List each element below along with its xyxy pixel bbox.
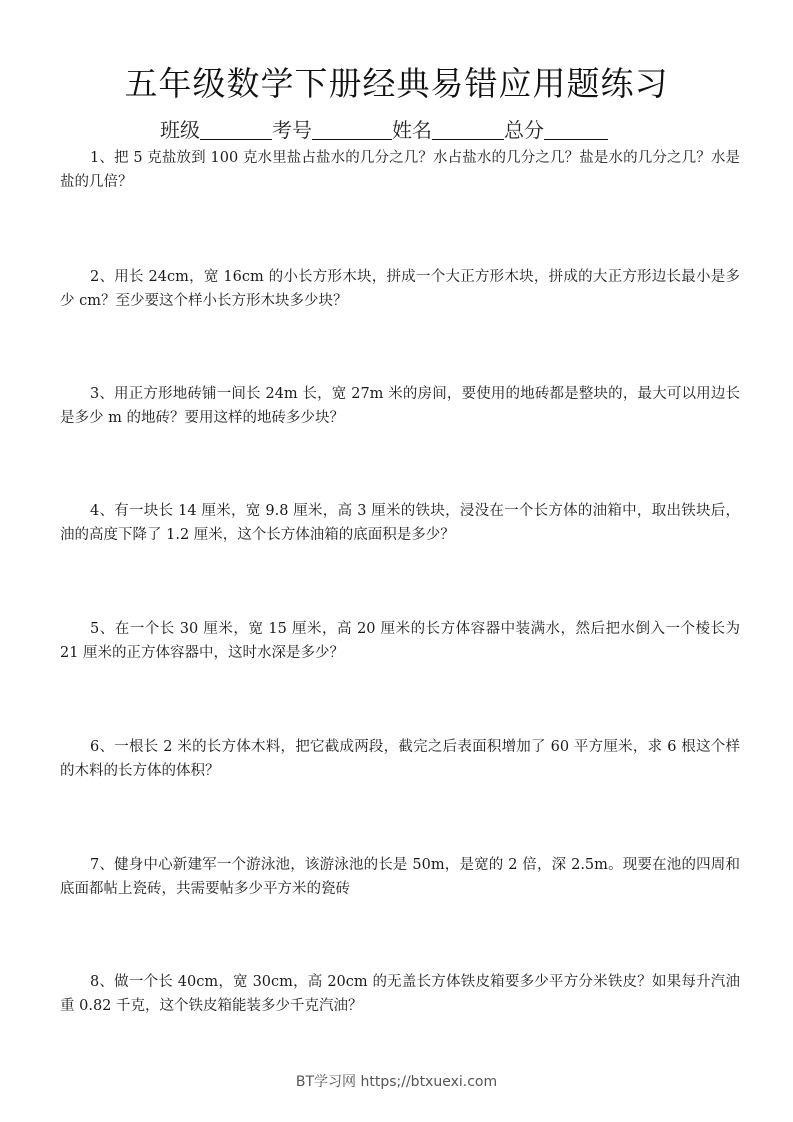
page-title: 五年级数学下册经典易错应用题练习 [124,64,669,103]
student-info-line [160,114,608,143]
class-label: 班级 [160,118,200,142]
exam-number-label: 考号 [272,118,312,142]
class-blank[interactable] [200,119,272,140]
question-3: 3、用正方形地砖铺一间长 24m 长，宽 27m 米的房间，要使用的地砖都是整块的，最大可以用边长是多少 m 的地砖？要用这样的地砖多少块？ [60,386,740,426]
question-7: 7、健身中心新建军一个游泳池，该游泳池的长是 50m，是宽的 2 倍，深 2.5m。现要在池的四周和底面都帖上瓷砖，共需要帖多少平方米的瓷砖 [60,857,740,897]
question-4: 4、有一块长 14 厘米，宽 9.8 厘米，高 3 厘米的铁块，浸没在一个长方体的油箱中，取出铁块后，油的高度下降了 1.2 厘米，这个长方体油箱的底面积是多少？ [60,503,740,543]
name-blank[interactable] [432,119,504,140]
question-2: 2、用长 24cm，宽 16cm 的小长方形木块，拼成一个大正方形木块，拼成的大正方形边长最小是多少 cm？至少要这个样小长方形木块多少块？ [60,269,740,309]
question-5: 5、在一个长 30 厘米，宽 15 厘米，高 20 厘米的长方体容器中装满水，然后把水倒入一个棱长为 21 厘米的正方体容器中，这时水深是多少？ [60,621,740,661]
question-8: 8、做一个长 40cm，宽 30cm，高 20cm 的无盖长方体铁皮箱要多少平方分米铁皮？如果每升汽油重 0.82 千克，这个铁皮箱能装多少千克汽油？ [60,974,740,1014]
name-label: 姓名 [392,118,432,142]
total-score-blank[interactable] [544,119,608,140]
question-1: 1、把 5 克盐放到 100 克水里盐占盐水的几分之几？水占盐水的几分之几？盐是水的几分之几？水是盐的几倍？ [60,150,740,190]
question-6: 6、一根长 2 米的长方体木料，把它截成两段，截完之后表面积增加了 60 平方厘米，求 6 根这个样的木料的长方体的体积？ [60,739,740,779]
footer-watermark: BT学习网 https;//btxuexi.com [295,1074,498,1090]
total-score-label: 总分 [504,118,544,142]
exam-number-blank[interactable] [312,119,392,140]
